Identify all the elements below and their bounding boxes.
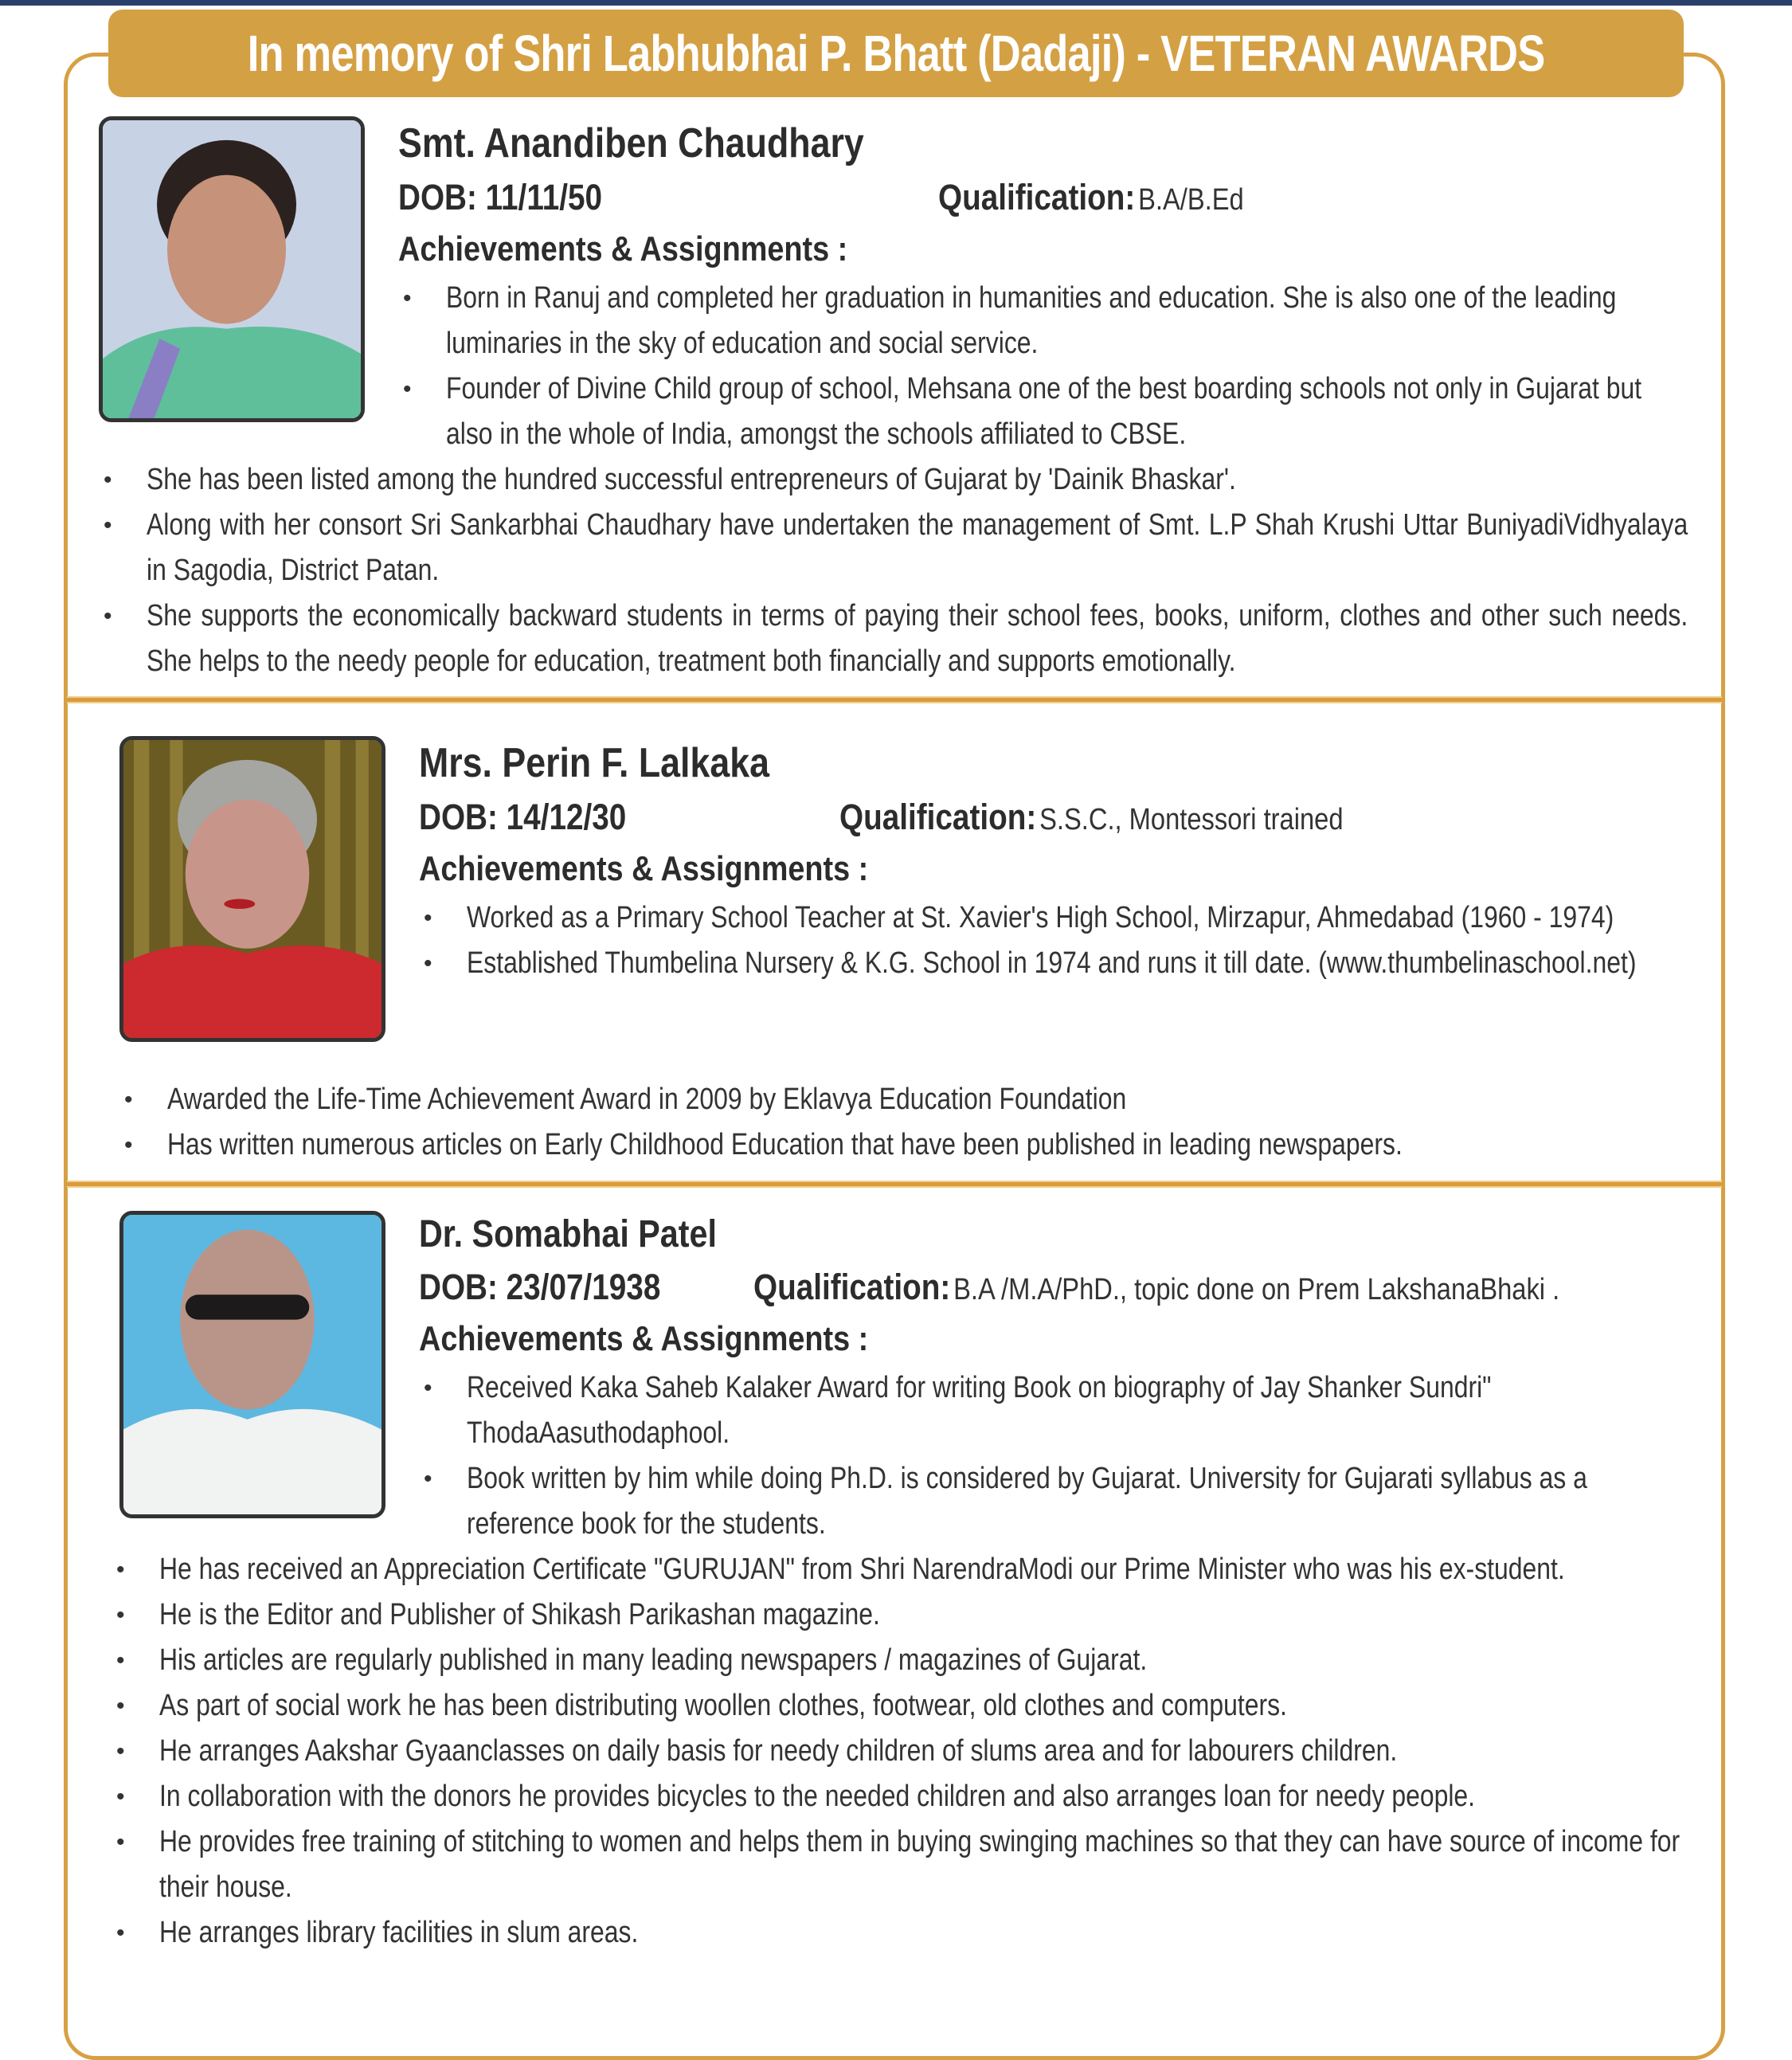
qualification-value: B.A /M.A/PhD., topic done on Prem LakshanaBhaki . <box>953 1273 1560 1306</box>
bullet-icon: • <box>104 467 112 493</box>
qualification-value: S.S.C., Montessori trained <box>1039 803 1344 836</box>
list-item: • He has received an Appreciation Certificate "GURUJAN" from Shri NarendraModi our Prime Minister who was his ex-student. <box>112 1547 1688 1592</box>
awardee-qualification <box>753 1267 1559 1308</box>
bullet-icon: • <box>116 1647 125 1674</box>
awardee-dob <box>419 797 626 838</box>
achievements-list <box>119 1077 1688 1168</box>
list-item: • Born in Ranuj and completed her graduation in humanities and education. She is also one of the leading luminaries in the sky of education and social service. <box>398 276 1688 366</box>
qualification-label: Qualification: <box>839 797 1037 837</box>
dob-label: DOB: <box>398 177 477 217</box>
list-item: • As part of social work he has been distributing woollen clothes, footwear, old clothes and computers. <box>112 1683 1688 1729</box>
achievements-list <box>419 1365 1688 1547</box>
list-item: • Has written numerous articles on Early Childhood Education that have been published in leading newspapers. <box>119 1122 1688 1168</box>
list-item: • He arranges library facilities in slum areas. <box>112 1910 1688 1956</box>
list-item: • Awarded the Life-Time Achievement Award in 2009 by Eklavya Education Foundation <box>119 1077 1688 1122</box>
bullet-icon: • <box>104 512 112 538</box>
dob-label: DOB: <box>419 1267 498 1307</box>
section-divider <box>67 696 1722 703</box>
list-item: • His articles are regularly published in many leading newspapers / magazines of Gujarat. <box>112 1638 1688 1683</box>
list-item: • He arranges Aakshar Gyaanclasses on daily basis for needy children of slums area and for labourers children. <box>112 1729 1688 1774</box>
bullet-icon: • <box>116 1693 125 1719</box>
awardee-dob <box>398 177 602 218</box>
qualification-label: Qualification: <box>938 177 1136 217</box>
bullet-icon: • <box>424 1375 432 1401</box>
bullet-icon: • <box>116 1920 125 1946</box>
achievements-heading: Achievements & Assignments : <box>419 849 869 888</box>
dob-value: 11/11/50 <box>485 177 603 217</box>
list-item: • She has been listed among the hundred successful entrepreneurs of Gujarat by 'Dainik Bhaskar'. <box>99 457 1688 503</box>
awardee-photo <box>99 116 365 422</box>
qualification-value: B.A/B.Ed <box>1138 183 1244 217</box>
qualification-label: Qualification: <box>753 1267 951 1307</box>
list-item: • Received Kaka Saheb Kalaker Award for writing Book on biography of Jay Shanker Sundri" ThodaAasuthodaphool. <box>419 1365 1688 1456</box>
bullet-icon: • <box>116 1738 125 1764</box>
awardee-photo <box>119 736 385 1042</box>
page-title: In memory of Shri Labhubhai P. Bhatt (Dadaji) - VETERAN AWARDS <box>247 25 1545 82</box>
list-item: • He is the Editor and Publisher of Shikash Parikashan magazine. <box>112 1592 1688 1638</box>
bullet-icon: • <box>424 950 432 977</box>
awardee-name: Mrs. Perin F. Lalkaka <box>419 740 769 786</box>
bullet-icon: • <box>116 1784 125 1810</box>
portrait-photo-icon <box>123 1215 381 1514</box>
portrait-photo-icon <box>123 740 381 1038</box>
list-item: • Established Thumbelina Nursery & K.G. School in 1974 and runs it till date. (www.thumbelinaschool.net) <box>419 941 1688 986</box>
bullet-icon: • <box>116 1557 125 1583</box>
achievements-list <box>398 276 1688 457</box>
awardee-name: Dr. Somabhai Patel <box>419 1213 717 1255</box>
achievements-heading: Achievements & Assignments : <box>398 229 848 268</box>
title-banner <box>108 10 1684 97</box>
achievements-heading: Achievements & Assignments : <box>419 1319 869 1358</box>
bullet-icon: • <box>403 285 412 311</box>
list-item: • In collaboration with the donors he provides bicycles to the needed children and also arranges loan for needy people. <box>112 1774 1688 1819</box>
dob-value: 23/07/1938 <box>506 1267 661 1307</box>
awardee-name: Smt. Anandiben Chaudhary <box>398 120 864 166</box>
bullet-icon: • <box>116 1602 125 1628</box>
bullet-icon: • <box>104 603 112 629</box>
achievements-list <box>419 895 1688 986</box>
bullet-icon: • <box>124 1132 133 1158</box>
list-item: • Worked as a Primary School Teacher at St. Xavier's High School, Mirzapur, Ahmedabad (1960 - 1974) <box>419 895 1688 941</box>
bullet-icon: • <box>124 1087 133 1113</box>
dob-label: DOB: <box>419 797 498 837</box>
portrait-photo-icon <box>103 120 361 418</box>
section-divider <box>67 1181 1722 1188</box>
list-item: • Along with her consort Sri Sankarbhai Chaudhary have undertaken the management of Smt. L.P Shah Krushi Uttar BuniyadiVidhyalaya in Sagodia, District Patan. <box>99 503 1688 593</box>
bullet-icon: • <box>424 905 432 931</box>
awardee-qualification <box>938 177 1244 218</box>
bullet-icon: • <box>116 1829 125 1855</box>
top-bar <box>0 0 1792 6</box>
bullet-icon: • <box>424 1466 432 1492</box>
awardee-photo <box>119 1211 385 1518</box>
list-item: • She supports the economically backward students in terms of paying their school fees, books, uniform, clothes and other such needs. She helps to the needy people for education, treatment both financially and supports emotionally. <box>99 593 1688 684</box>
bullet-icon: • <box>403 376 412 402</box>
list-item: • Founder of Divine Child group of school, Mehsana one of the best boarding schools not only in Gujarat but also in the whole of India, amongst the schools affiliated to CBSE. <box>398 366 1688 457</box>
awardee-dob <box>419 1267 660 1308</box>
achievements-list <box>112 1547 1688 1956</box>
achievements-list <box>99 457 1688 684</box>
awardee-qualification <box>839 797 1344 838</box>
list-item: • He provides free training of stitching to women and helps them in buying swinging machines so that they can have source of income for their house. <box>112 1819 1688 1910</box>
dob-value: 14/12/30 <box>506 797 627 837</box>
list-item: • Book written by him while doing Ph.D. is considered by Gujarat. University for Gujarati syllabus as a reference book for the students. <box>419 1456 1688 1547</box>
